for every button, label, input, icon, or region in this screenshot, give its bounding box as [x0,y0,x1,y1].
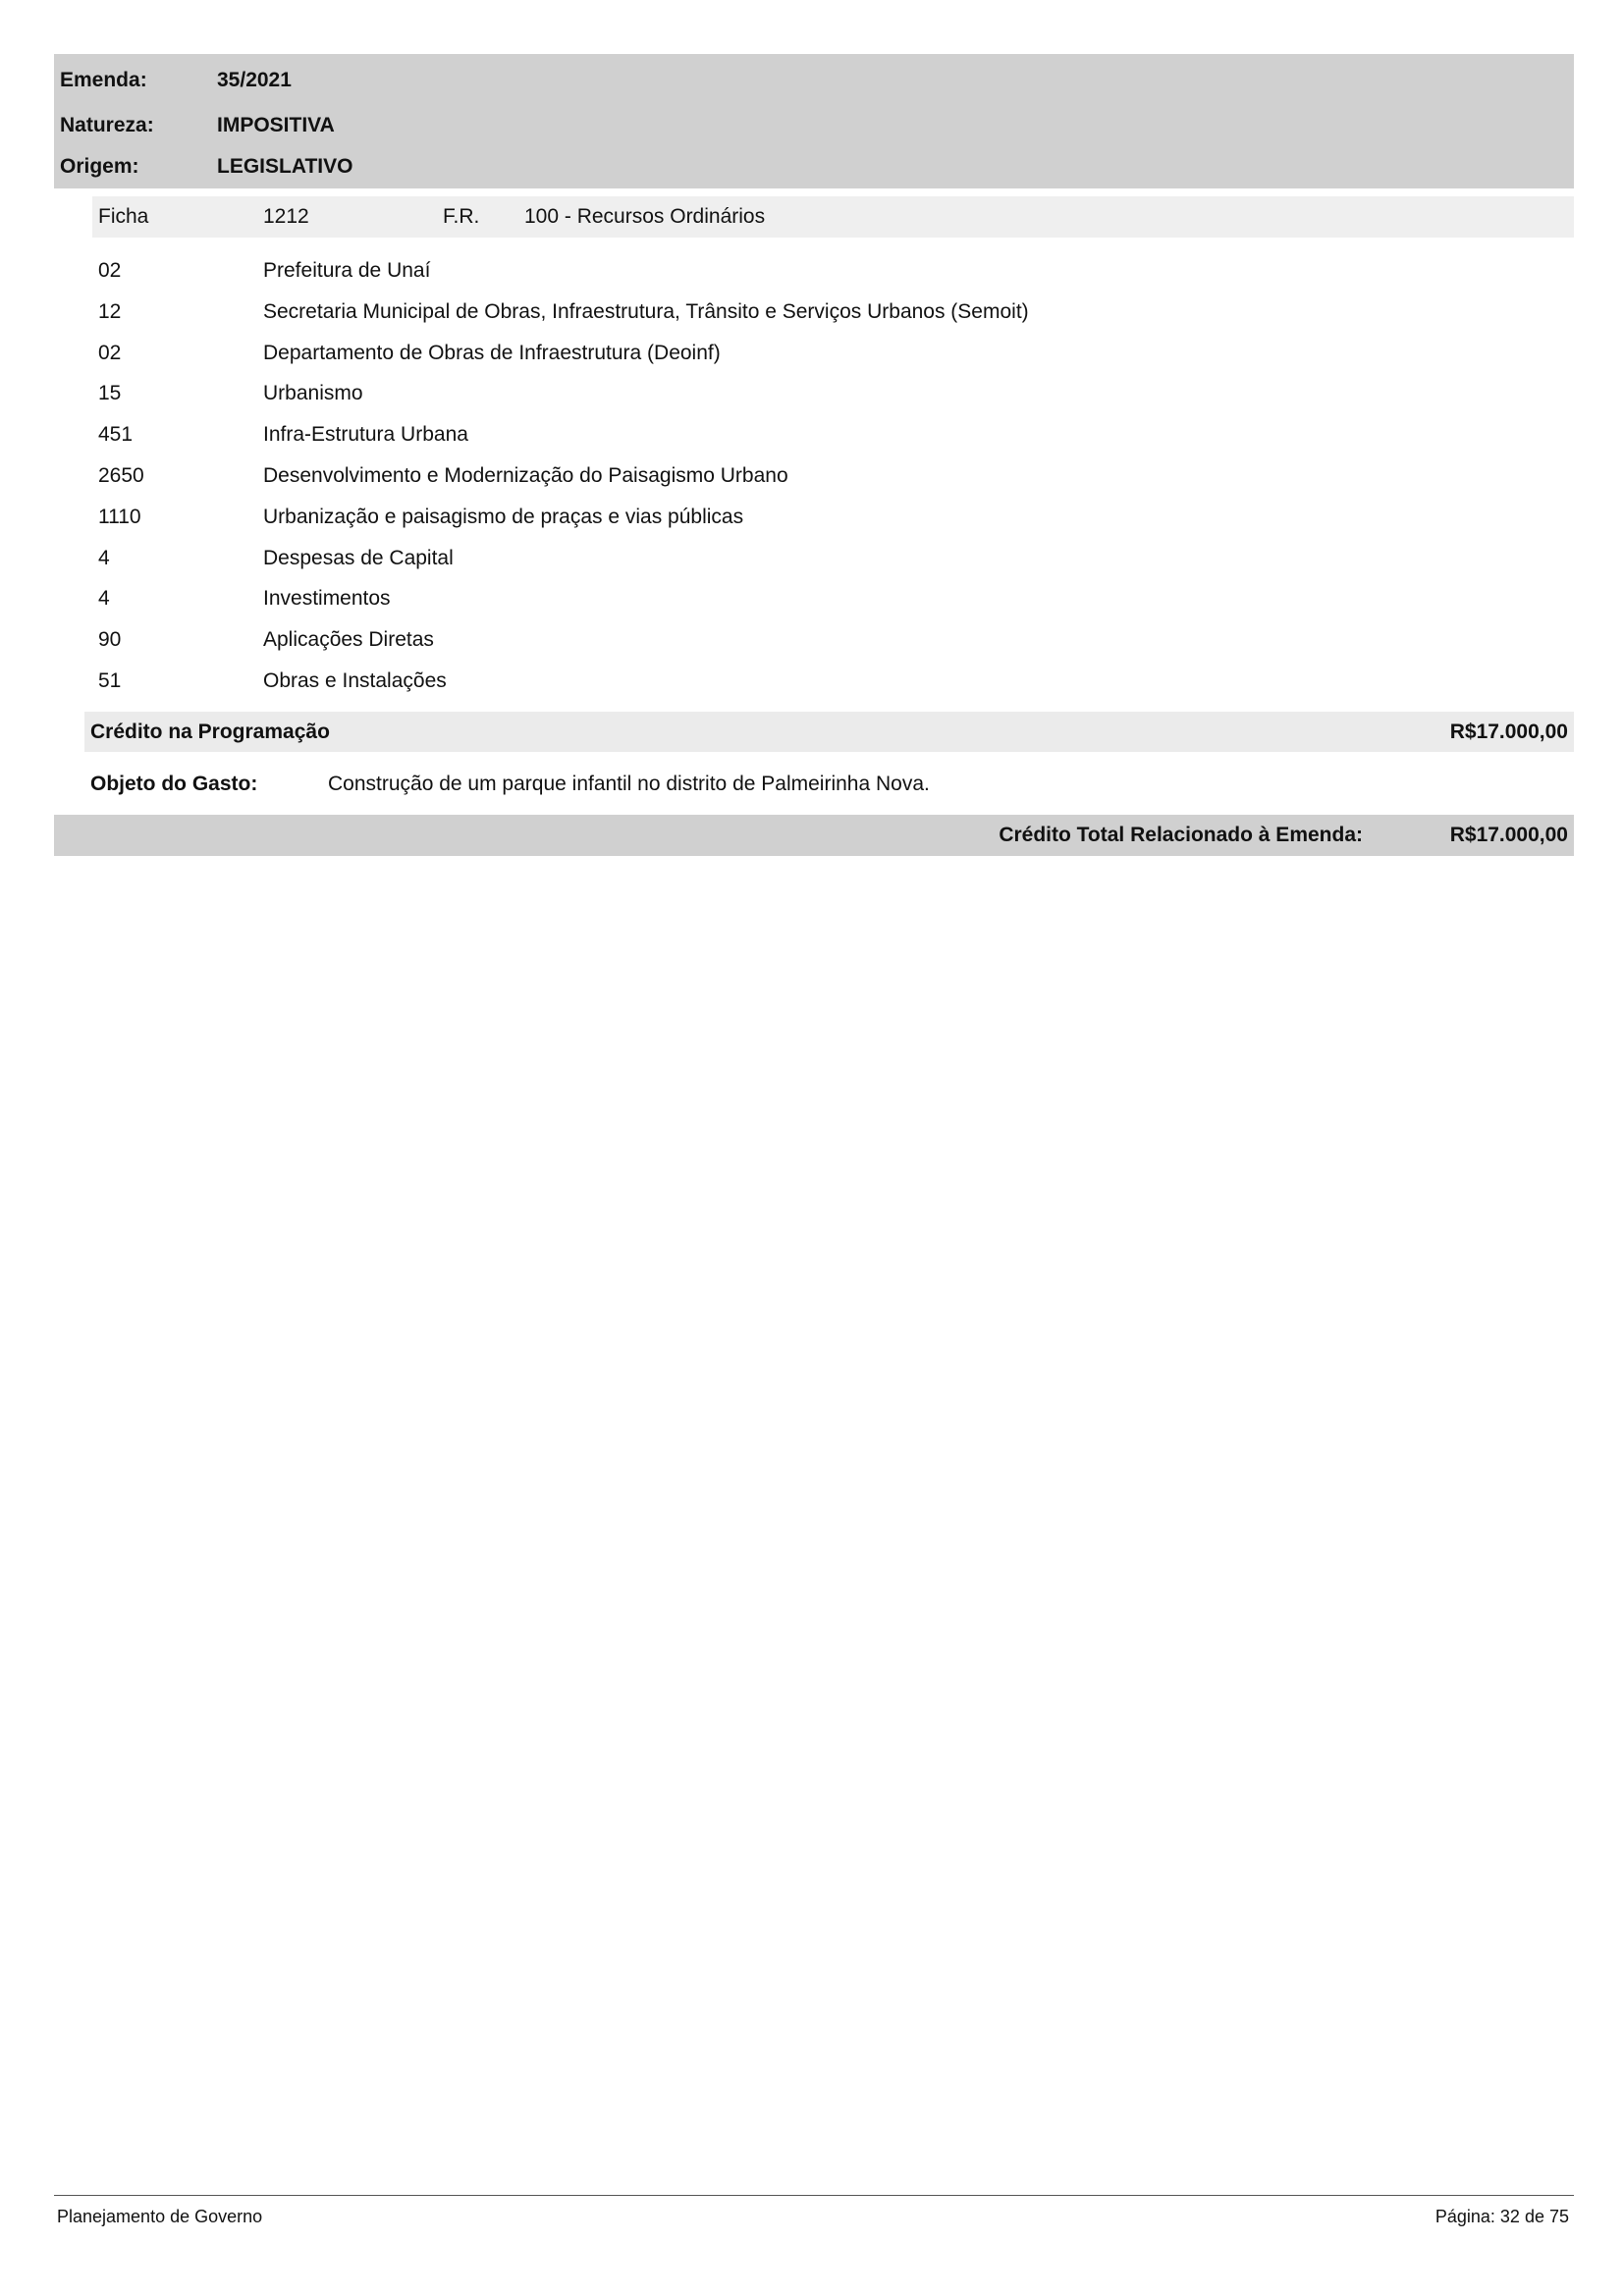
classification-description: Despesas de Capital [263,546,454,569]
classification-description: Secretaria Municipal de Obras, Infraestrutura, Trânsito e Serviços Urbanos (Semoit) [263,299,1029,323]
origem-value: LEGISLATIVO [217,155,353,178]
list-item [98,619,1571,661]
emenda-label: Emenda: [60,69,147,91]
fonte-recurso-label: F.R. [443,205,480,228]
ficha-number: 1212 [263,205,309,228]
classification-description: Urbanização e paisagismo de praças e vias públicas [263,505,744,528]
classification-code: 1110 [98,505,141,528]
list-item [98,455,1571,497]
ficha-label: Ficha [98,205,149,228]
credito-programacao-label: Crédito na Programação [90,721,330,743]
classification-code: 4 [98,587,110,611]
classification-list [98,250,1571,702]
classification-code: 90 [98,628,122,652]
classification-code: 15 [98,382,122,405]
objeto-gasto-value: Construção de um parque infantil no distrito de Palmeirinha Nova. [328,773,930,795]
origem-row [60,152,352,182]
credito-programacao-value: R$17.000,00 [1449,721,1568,743]
page-footer [57,2203,1569,2230]
credito-total-bar [54,815,1574,856]
list-item [98,414,1571,455]
classification-code: 4 [98,546,110,569]
footer-divider [54,2195,1574,2196]
classification-code: 02 [98,259,122,282]
classification-code: 12 [98,299,122,323]
list-item [98,578,1571,619]
natureza-value: IMPOSITIVA [217,114,335,136]
fonte-recurso-value: 100 - Recursos Ordinários [524,205,766,228]
classification-code: 2650 [98,463,144,487]
objeto-gasto [90,765,1563,804]
credito-programacao-bar [84,712,1574,752]
list-item [98,661,1571,702]
list-item [98,292,1571,333]
classification-code: 02 [98,341,122,364]
classification-code: 451 [98,423,134,447]
classification-description: Departamento de Obras de Infraestrutura (Deoinf) [263,341,721,364]
natureza-row [60,111,335,140]
emenda-header [54,54,1574,188]
classification-description: Urbanismo [263,382,363,405]
objeto-gasto-label: Objeto do Gasto: [90,773,258,795]
list-item [98,333,1571,374]
credito-total-label: Crédito Total Relacionado à Emenda: [999,824,1363,846]
list-item [98,538,1571,579]
classification-description: Infra-Estrutura Urbana [263,423,468,447]
page-number: Página: 32 de 75 [1434,2207,1569,2226]
emenda-value: 35/2021 [217,69,292,91]
classification-description: Desenvolvimento e Modernização do Paisagismo Urbano [263,463,788,487]
classification-description: Prefeitura de Unaí [263,259,431,282]
classification-description: Obras e Instalações [263,668,447,692]
footer-department: Planejamento de Governo [57,2207,263,2226]
credito-total-value: R$17.000,00 [1449,824,1568,846]
classification-description: Aplicações Diretas [263,628,434,652]
ficha-bar [92,196,1574,238]
list-item [98,497,1571,538]
list-item [98,250,1571,292]
classification-code: 51 [98,668,122,692]
natureza-label: Natureza: [60,114,154,136]
list-item [98,373,1571,414]
origem-label: Origem: [60,155,139,178]
classification-description: Investimentos [263,587,391,611]
emenda-row [60,66,292,95]
